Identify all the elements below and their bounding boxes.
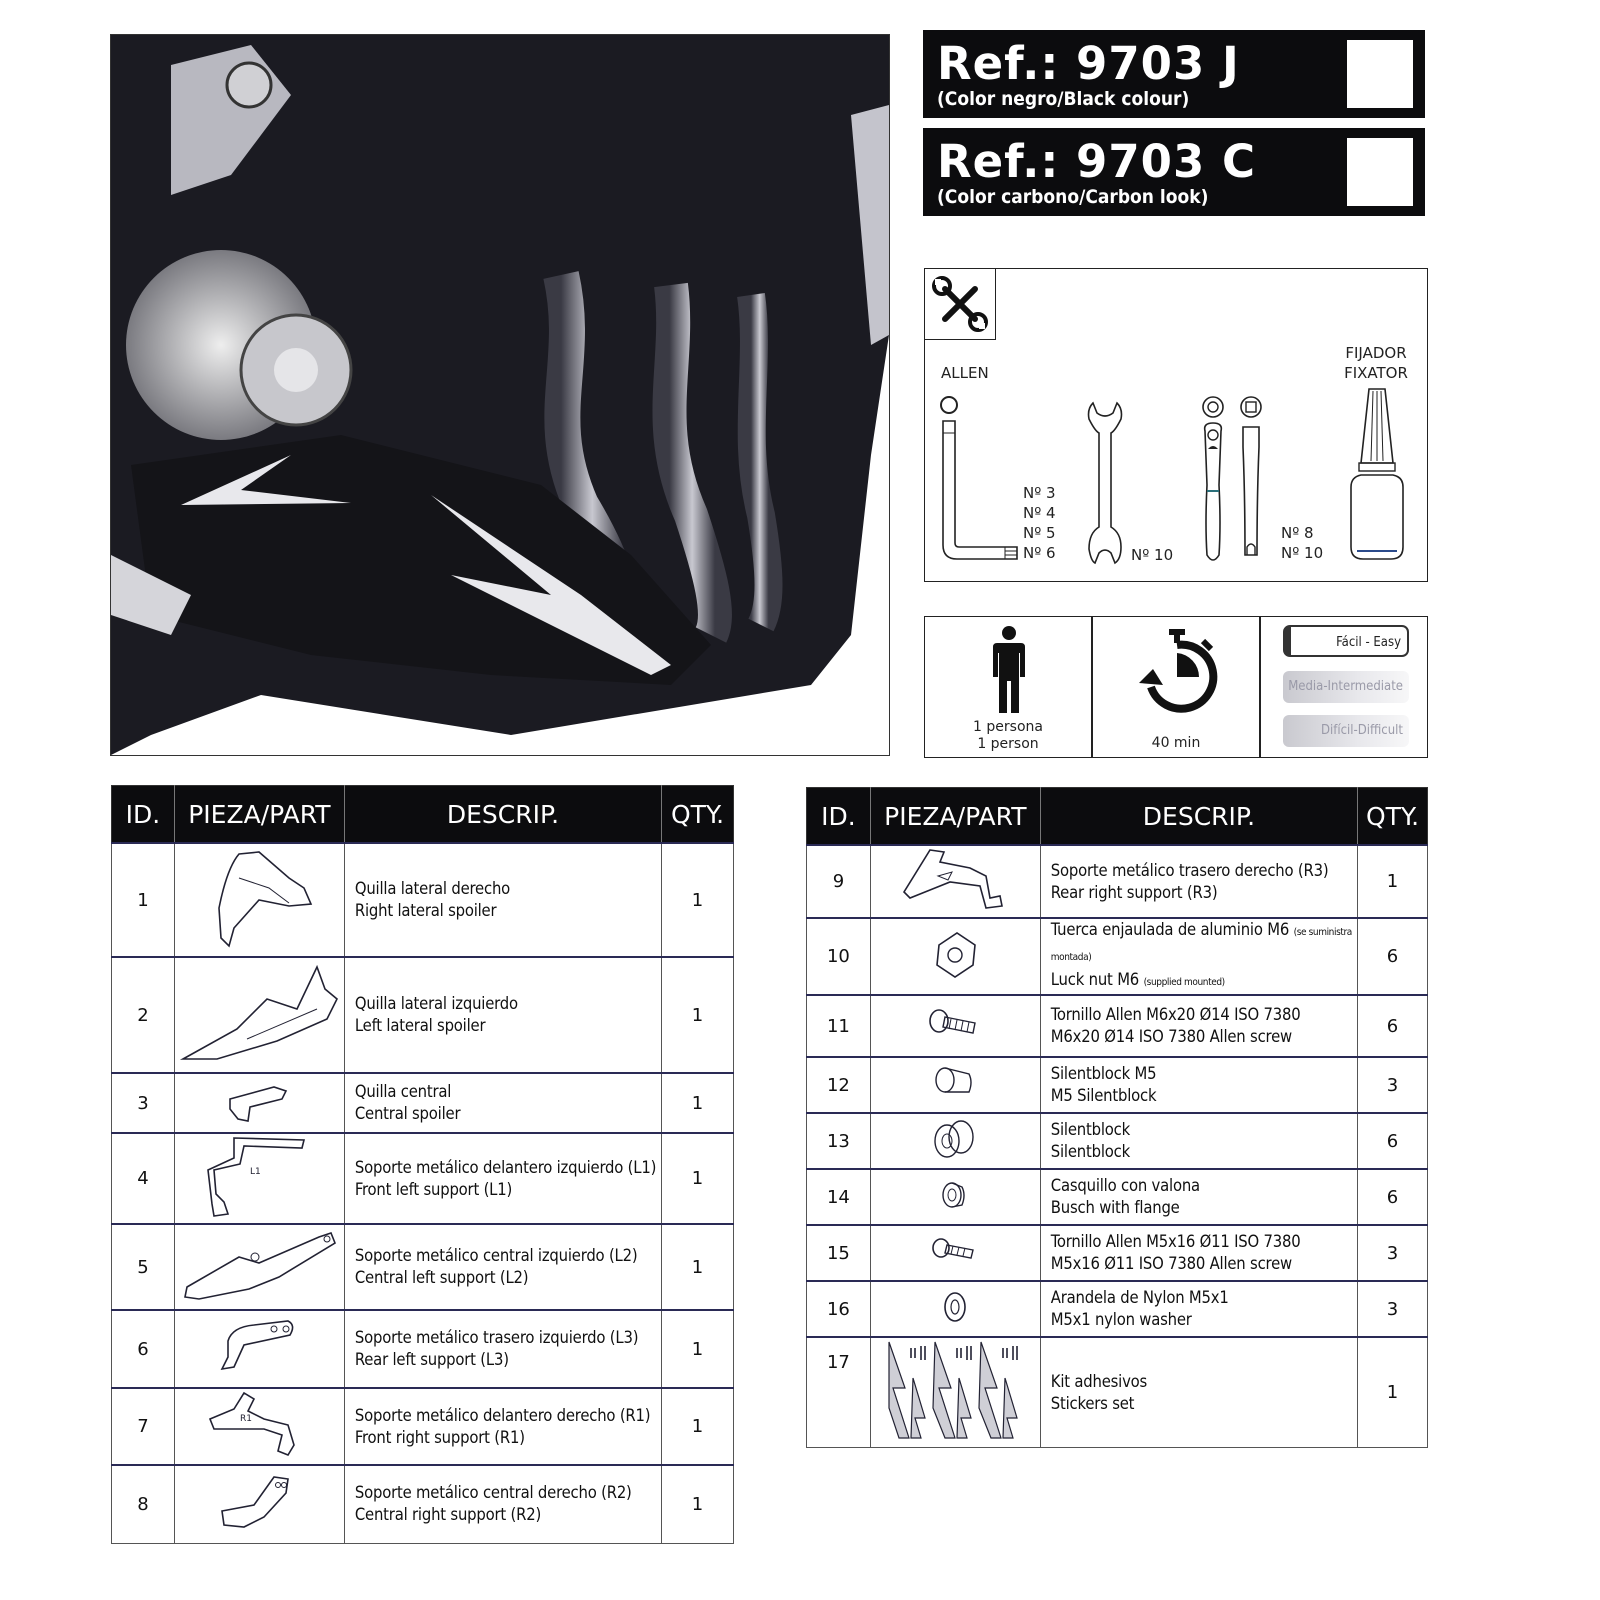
- header-part: PIEZA/PART: [174, 786, 344, 844]
- bracket-r2-icon: [174, 1465, 344, 1543]
- open-wrench-icon: [1085, 399, 1125, 565]
- cage-nut-icon: [870, 918, 1040, 995]
- wrench-screwdriver-icon: [925, 269, 995, 339]
- svg-text:L1: L1: [250, 1167, 262, 1177]
- socket-ratchet-icon: [1201, 395, 1271, 567]
- table-row: 17 Kit adhesivos Stickers set 1: [807, 1337, 1428, 1448]
- part-description: Soporte metálico central derecho (R2) Central right support (R2): [344, 1465, 661, 1543]
- stickers-icon: [870, 1337, 1040, 1448]
- table-row: 3 Quilla central Central spoiler 1: [112, 1073, 734, 1133]
- header-descrip: DESCRIP.: [1040, 788, 1357, 846]
- people-required: 1 persona 1 person: [925, 617, 1091, 757]
- svg-text:R1: R1: [240, 1414, 253, 1424]
- reference-checkbox[interactable]: [1347, 40, 1413, 108]
- right-lateral-spoiler-icon: [174, 843, 344, 957]
- reference-box-black: [923, 30, 1425, 118]
- reference-colour: (Color carbono/Carbon look): [937, 186, 1209, 208]
- table-row: 9 Soporte metálico trasero derecho (R3) Rear right support (R3) 1: [807, 845, 1428, 918]
- table-row: 12 Silentblock M5 M5 Silentblock 3: [807, 1057, 1428, 1113]
- table-row: 5 Soporte metálico central izquierdo (L2) Central left support (L2) 1: [112, 1224, 734, 1310]
- wrench-size: Nº 10: [1131, 546, 1174, 564]
- bracket-l1-icon: [174, 1133, 344, 1224]
- person-icon: [991, 625, 1027, 715]
- header-part: PIEZA/PART: [870, 788, 1040, 846]
- difficulty-intermediate: Media-Intermediate: [1283, 671, 1409, 703]
- table-row: 13 Silentblock Silentblock 6: [807, 1113, 1428, 1169]
- part-description: Arandela de Nylon M5x1 M5x1 nylon washer: [1040, 1281, 1357, 1337]
- reference-code: Ref.: 9703 C: [937, 135, 1256, 188]
- reference-box-carbon: [923, 128, 1425, 216]
- install-time: [1093, 617, 1259, 757]
- part-description: Quilla lateral izquierdo Left lateral spoiler: [344, 957, 661, 1073]
- installation-info-panel: [924, 616, 1428, 758]
- part-description: Quilla lateral derecho Right lateral spoiler: [344, 843, 661, 957]
- part-description: Soporte metálico delantero izquierdo (L1) Front left support (L1): [344, 1133, 661, 1224]
- header-qty: QTY.: [662, 786, 734, 844]
- header-id: ID.: [112, 786, 175, 844]
- difficulty-scale: [1261, 617, 1427, 757]
- header-qty: QTY.: [1358, 788, 1428, 846]
- table-row: 1 Quilla lateral derecho Right lateral spoiler 1: [112, 843, 734, 957]
- table-header-row: [807, 788, 1428, 846]
- tools-header-icon-box: [925, 269, 996, 340]
- part-description: Soporte metálico trasero derecho (R3) Rear right support (R3): [1040, 845, 1357, 918]
- part-description: Silentblock Silentblock: [1040, 1113, 1357, 1169]
- part-description: Silentblock M5 M5 Silentblock: [1040, 1057, 1357, 1113]
- table-row: 15 Tornillo Allen M5x16 Ø11 ISO 7380 M5x16 Ø11 ISO 7380 Allen screw 3: [807, 1225, 1428, 1281]
- left-lateral-spoiler-icon: [174, 957, 344, 1073]
- reference-code: Ref.: 9703 J: [937, 37, 1240, 90]
- flanged-bush-icon: [870, 1169, 1040, 1225]
- socket-sizes: Nº 8 Nº 10: [1281, 524, 1324, 562]
- thread-locker-bottle-icon: [1347, 387, 1407, 565]
- reference-colour: (Color negro/Black colour): [937, 88, 1190, 110]
- part-description: Tornillo Allen M6x20 Ø14 ISO 7380 M6x20 Ø14 ISO 7380 Allen screw: [1040, 995, 1357, 1057]
- silentblock-icon: [870, 1113, 1040, 1169]
- bracket-l2-icon: [174, 1224, 344, 1310]
- bracket-r1-icon: [174, 1388, 344, 1465]
- part-description: Soporte metálico central izquierdo (L2) Central left support (L2): [344, 1224, 661, 1310]
- bracket-r3-icon: [870, 845, 1040, 918]
- table-row: 7 R1 Soporte metálico delantero derecho (R1) Front right support (R1) 1: [112, 1388, 734, 1465]
- table-row: 2 Quilla lateral izquierdo Left lateral spoiler 1: [112, 957, 734, 1073]
- allen-sizes: Nº 3 Nº 4 Nº 5 Nº 6: [1023, 484, 1056, 562]
- motorcycle-belly-pan-image: [111, 35, 889, 755]
- part-description: Kit adhesivos Stickers set: [1040, 1337, 1357, 1448]
- table-row: 6 Soporte metálico trasero izquierdo (L3) Rear left support (L3) 1: [112, 1310, 734, 1388]
- header-id: ID.: [807, 788, 871, 846]
- parts-table-right: [806, 787, 1428, 1448]
- table-row: 14 Casquillo con valona Busch with flange 6: [807, 1169, 1428, 1225]
- difficulty-easy: Fácil - Easy: [1283, 625, 1409, 657]
- table-row: 8 Soporte metálico central derecho (R2) Central right support (R2) 1: [112, 1465, 734, 1543]
- table-row: 10 Tuerca enjaulada de aluminio M6 (se suministra montada) Luck nut M6 (supplied mounted) 6: [807, 918, 1428, 995]
- allen-screw-small-icon: [870, 1225, 1040, 1281]
- product-photo: [110, 34, 890, 756]
- time-value: 40 min: [1151, 735, 1201, 751]
- silentblock-m5-icon: [870, 1057, 1040, 1113]
- allen-label: ALLEN: [941, 364, 989, 382]
- stopwatch-icon: [1131, 627, 1223, 719]
- washer-icon: [870, 1281, 1040, 1337]
- reference-checkbox[interactable]: [1347, 138, 1413, 206]
- part-description: Tornillo Allen M5x16 Ø11 ISO 7380 M5x16 Ø11 ISO 7380 Allen screw: [1040, 1225, 1357, 1281]
- table-header-row: [112, 786, 734, 844]
- header-descrip: DESCRIP.: [344, 786, 661, 844]
- table-row: 11 Tornillo Allen M6x20 Ø14 ISO 7380 M6x20 Ø14 ISO 7380 Allen screw 6: [807, 995, 1428, 1057]
- fixator-label: FIJADOR FIXATOR: [1344, 344, 1408, 382]
- part-description: Quilla central Central spoiler: [344, 1073, 661, 1133]
- allen-screw-icon: [870, 995, 1040, 1057]
- table-row: 4 L1 Soporte metálico delantero izquierdo (L1) Front left support (L1) 1: [112, 1133, 734, 1224]
- part-description: Casquillo con valona Busch with flange: [1040, 1169, 1357, 1225]
- bracket-l3-icon: [174, 1310, 344, 1388]
- part-description: Soporte metálico trasero izquierdo (L3) Rear left support (L3): [344, 1310, 661, 1388]
- central-spoiler-icon: [174, 1073, 344, 1133]
- part-description: Soporte metálico delantero derecho (R1) Front right support (R1): [344, 1388, 661, 1465]
- parts-table-left: [111, 785, 734, 1544]
- difficulty-difficult: Difícil-Difficult: [1283, 715, 1409, 747]
- table-row: 16 Arandela de Nylon M5x1 M5x1 nylon washer 3: [807, 1281, 1428, 1337]
- required-tools-panel: [924, 268, 1428, 582]
- part-description: Tuerca enjaulada de aluminio M6 (se suministra montada) Luck nut M6 (supplied mounted): [1040, 918, 1357, 995]
